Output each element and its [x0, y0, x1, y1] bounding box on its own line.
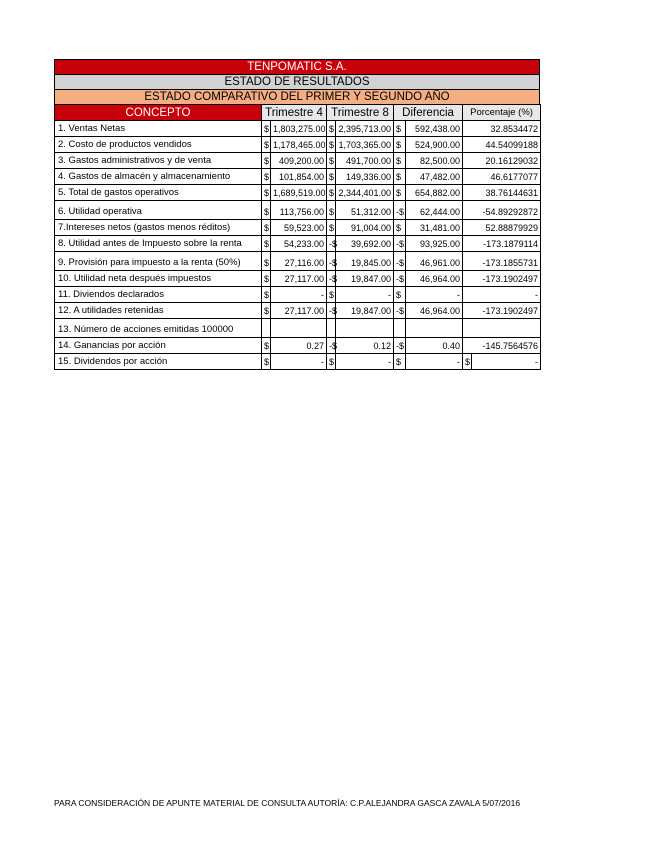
diff-currency: $: [394, 220, 406, 236]
pct-value: 46.6177077: [463, 169, 541, 185]
pct-value: 38.76144631: [463, 185, 541, 201]
q4-value: 101,854.00: [271, 169, 327, 185]
q8-value: 2,395,713.00: [336, 121, 394, 137]
q4-value: -: [271, 354, 327, 370]
row-label: 9. Provisión para impuesto a la renta (50%): [55, 252, 262, 271]
q4-currency: $: [262, 137, 271, 153]
table-row: [55, 271, 541, 287]
q8-currency: -$: [327, 271, 336, 287]
q4-currency: $: [262, 252, 271, 271]
q8-currency: $: [327, 287, 336, 303]
pct-value: -: [472, 354, 541, 370]
diff-currency: [394, 319, 406, 338]
diff-currency: $: [394, 169, 406, 185]
q4-currency: $: [262, 169, 271, 185]
q4-currency: $: [262, 287, 271, 303]
q4-currency: $: [262, 303, 271, 319]
q8-value: 19,847.00: [336, 271, 394, 287]
q8-currency: -$: [327, 252, 336, 271]
q4-value: 409,200.00: [271, 153, 327, 169]
pct-value: 20.16129032: [463, 153, 541, 169]
diff-currency: -$: [394, 338, 406, 354]
pct-value: -: [463, 287, 541, 303]
row-label: 15. Dividendos por acción: [55, 354, 262, 370]
q8-currency: $: [327, 121, 336, 137]
q8-currency: $: [327, 137, 336, 153]
q8-value: 19,845.00: [336, 252, 394, 271]
row-label: 7.Intereses netos (gastos menos réditos): [55, 220, 262, 236]
pct-currency: $: [463, 354, 472, 370]
diff-value: 0.40: [406, 338, 463, 354]
diff-value: 47,482.00: [406, 169, 463, 185]
row-label: 13. Número de acciones emitidas 100000: [55, 319, 262, 338]
row-label: 4. Gastos de almacén y almacenamiento: [55, 169, 262, 185]
table-row: [55, 338, 541, 354]
q4-currency: $: [262, 271, 271, 287]
table-row: [55, 236, 541, 252]
q4-value: 1,689,519.00: [271, 185, 327, 201]
col-trimestre-8: Trimestre 8: [327, 105, 394, 121]
row-label: 1. Ventas Netas: [55, 121, 262, 137]
q8-value: 39,692.00: [336, 236, 394, 252]
table-body: [55, 121, 541, 370]
q4-value: 27,117.00: [271, 303, 327, 319]
row-label: 5. Total de gastos operativos: [55, 185, 262, 201]
q8-currency: $: [327, 354, 336, 370]
q8-currency: -$: [327, 303, 336, 319]
q4-currency: $: [262, 153, 271, 169]
q8-currency: $: [327, 185, 336, 201]
table-row: [55, 137, 541, 153]
q8-value: 1,703,365.00: [336, 137, 394, 153]
statement-title: ESTADO DE RESULTADOS: [54, 74, 540, 89]
q4-value: [271, 319, 327, 338]
table-row: [55, 354, 541, 370]
table-row: [55, 185, 541, 201]
diff-value: 654,882.00: [406, 185, 463, 201]
diff-value: 82,500.00: [406, 153, 463, 169]
diff-currency: $: [394, 354, 406, 370]
diff-value: -: [406, 354, 463, 370]
pct-value: -145.7564576: [463, 338, 541, 354]
diff-currency: -$: [394, 303, 406, 319]
diff-value: 46,964.00: [406, 303, 463, 319]
row-label: 8. Utilidad antes de Impuesto sobre la renta: [55, 236, 262, 252]
table-row: [55, 201, 541, 220]
diff-value: 93,925.00: [406, 236, 463, 252]
diff-value: 592,438.00: [406, 121, 463, 137]
col-diferencia: Diferencia: [394, 105, 463, 121]
q4-currency: $: [262, 354, 271, 370]
row-label: 14. Ganancias por acción: [55, 338, 262, 354]
diff-currency: $: [394, 153, 406, 169]
pct-value: -173.1855731: [463, 252, 541, 271]
diff-value: 524,900.00: [406, 137, 463, 153]
diff-currency: -$: [394, 236, 406, 252]
footer-note: PARA CONSIDERACIÓN DE APUNTE MATERIAL DE CONSULTA AUTORÍA: C.P.ALEJANDRA GASCA ZAVALA 5/07/2016: [54, 798, 521, 808]
q4-currency: $: [262, 236, 271, 252]
q4-value: 113,756.00: [271, 201, 327, 220]
pct-value: [463, 319, 541, 338]
q8-value: 149,336.00: [336, 169, 394, 185]
table-row: [55, 252, 541, 271]
col-concept: CONCEPTO: [55, 105, 262, 121]
diff-currency: $: [394, 137, 406, 153]
q4-currency: $: [262, 201, 271, 220]
q8-currency: $: [327, 220, 336, 236]
row-label: 11. Diviendos declarados: [55, 287, 262, 303]
results-table: [54, 104, 541, 370]
q8-value: 91,004.00: [336, 220, 394, 236]
q8-value: [336, 319, 394, 338]
pct-value: 52.88879929: [463, 220, 541, 236]
diff-value: 46,964.00: [406, 271, 463, 287]
row-label: 6. Utilidad operativa: [55, 201, 262, 220]
q4-value: 54,233.00: [271, 236, 327, 252]
diff-currency: -$: [394, 201, 406, 220]
column-header-row: [55, 105, 541, 121]
diff-currency: $: [394, 121, 406, 137]
q8-value: -: [336, 354, 394, 370]
q4-value: 1,803,275.00: [271, 121, 327, 137]
table-row: [55, 153, 541, 169]
table-row: [55, 303, 541, 319]
q4-value: 59,523.00: [271, 220, 327, 236]
q8-value: -: [336, 287, 394, 303]
q8-value: 0.12: [336, 338, 394, 354]
pct-value: -173.1879114: [463, 236, 541, 252]
table-row: [55, 121, 541, 137]
diff-value: 31,481.00: [406, 220, 463, 236]
pct-value: 44.54099188: [463, 137, 541, 153]
row-label: 3. Gastos administrativos y de venta: [55, 153, 262, 169]
row-label: 10. Utilidad neta después impuestos: [55, 271, 262, 287]
diff-currency: $: [394, 287, 406, 303]
q4-currency: $: [262, 121, 271, 137]
q8-currency: -$: [327, 236, 336, 252]
q8-value: 491,700.00: [336, 153, 394, 169]
q8-value: 19,847.00: [336, 303, 394, 319]
pct-value: -173.1902497: [463, 271, 541, 287]
q4-value: -: [271, 287, 327, 303]
col-trimestre-4: Trimestre 4: [262, 105, 327, 121]
table-row: [55, 287, 541, 303]
q4-value: 27,117.00: [271, 271, 327, 287]
q8-currency: [327, 319, 336, 338]
pct-value: -54.89292872: [463, 201, 541, 220]
q4-currency: $: [262, 185, 271, 201]
q4-currency: $: [262, 338, 271, 354]
table-row: [55, 220, 541, 236]
q4-currency: $: [262, 220, 271, 236]
q4-value: 27,116.00: [271, 252, 327, 271]
diff-value: -: [406, 287, 463, 303]
pct-value: -173.1902497: [463, 303, 541, 319]
diff-value: [406, 319, 463, 338]
q4-value: 0.27: [271, 338, 327, 354]
pct-value: 32.8534472: [463, 121, 541, 137]
diff-currency: -$: [394, 271, 406, 287]
diff-value: 62,444.00: [406, 201, 463, 220]
income-statement-sheet: [54, 59, 540, 370]
diff-currency: $: [394, 185, 406, 201]
q8-currency: $: [327, 201, 336, 220]
diff-value: 46,961.00: [406, 252, 463, 271]
q8-currency: $: [327, 169, 336, 185]
table-row: [55, 169, 541, 185]
company-name: TENPOMATIC S.A.: [54, 59, 540, 74]
diff-currency: -$: [394, 252, 406, 271]
q8-value: 51,312.00: [336, 201, 394, 220]
q8-value: 2,344,401.00: [336, 185, 394, 201]
row-label: 12. A utilidades retenidas: [55, 303, 262, 319]
row-label: 2. Costo de productos vendidos: [55, 137, 262, 153]
q8-currency: -$: [327, 338, 336, 354]
q4-value: 1,178,465.00: [271, 137, 327, 153]
col-porcentaje: Porcentaje (%): [463, 105, 541, 121]
statement-subtitle: ESTADO COMPARATIVO DEL PRIMER Y SEGUNDO AÑO: [54, 89, 540, 104]
q4-currency: [262, 319, 271, 338]
table-row: [55, 319, 541, 338]
q8-currency: $: [327, 153, 336, 169]
